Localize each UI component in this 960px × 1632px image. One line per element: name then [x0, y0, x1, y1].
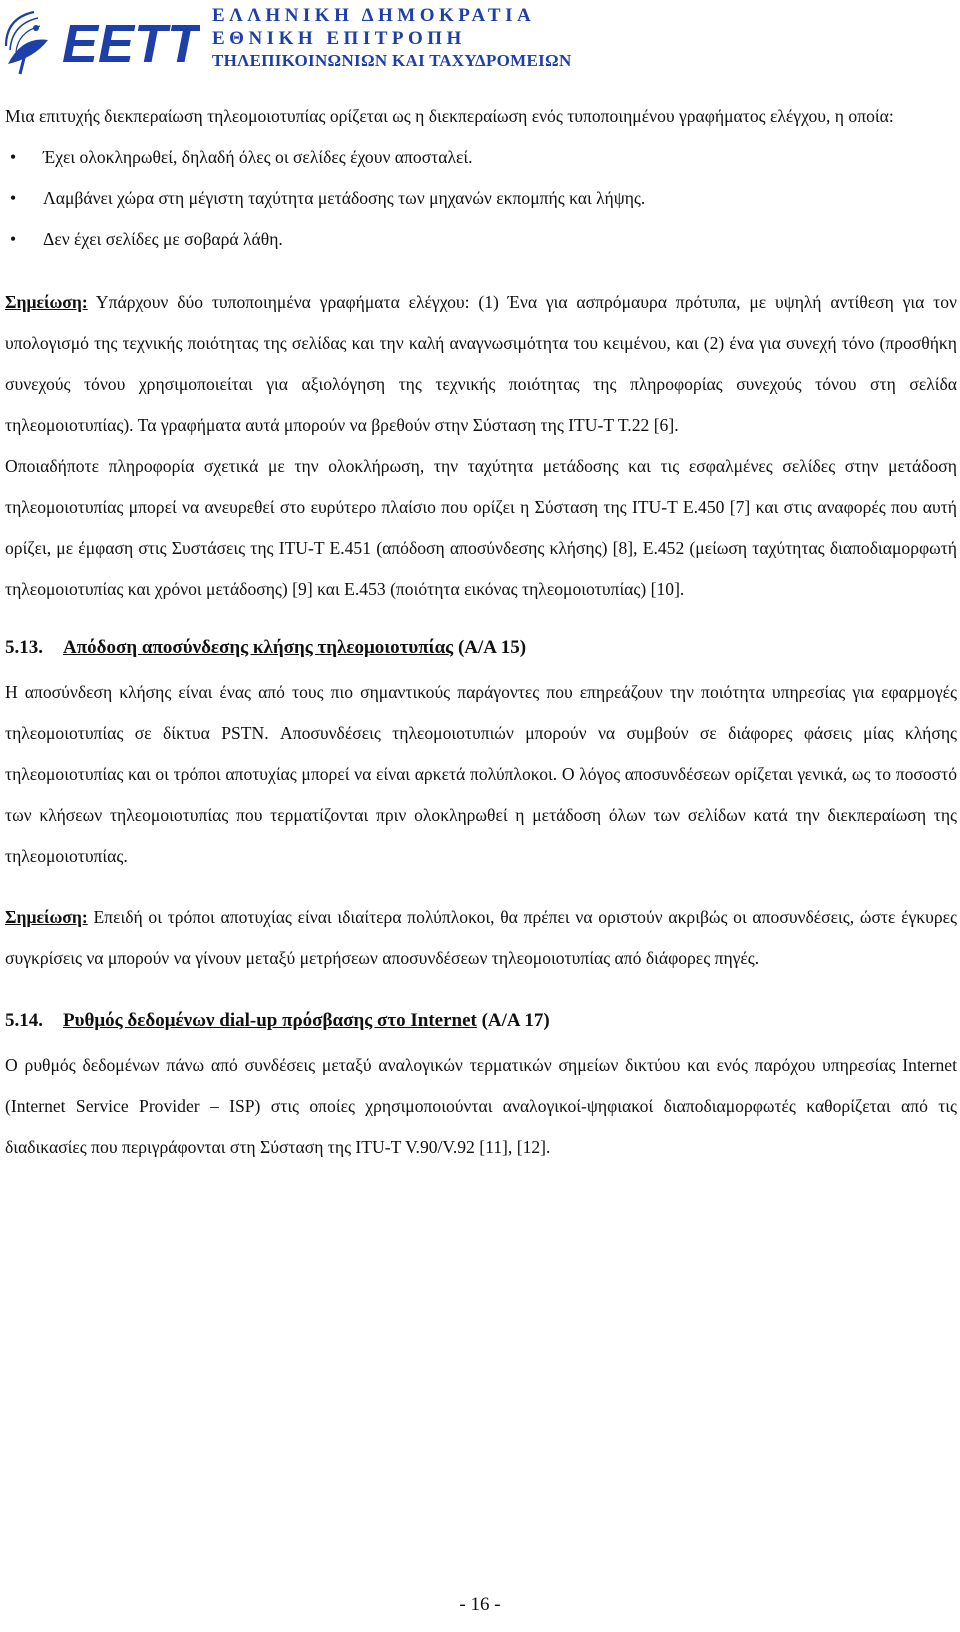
intro-paragraph: Μια επιτυχής διεκπεραίωση τηλεομοιοτυπίας ορίζεται ως η διεκπεραίωση ενός τυποποιημένου γραφήματος ελέγχου, η οποία: [5, 106, 894, 126]
section-heading: 5.13. Απόδοση αποσύνδεσης κλήσης τηλεομοιοτυπίας (Α/Α 15) [5, 637, 527, 658]
note-paragraph: Σημείωση: Επειδή οι τρόποι αποτυχίας είναι ιδιαίτερα πολύπλοκοι, θα πρέπει να οριστούν ακριβώς οι αποσυνδέσεις, ώστε έγκυρες συγκρίσεις να μπορούν να γίνουν μεταξύ μετρήσεων αποσυνδέσεων τηλεομοιοτυπίας από διάφορες πηγές. [5, 907, 957, 968]
section-heading: 5.14. Ρυθμός δεδομένων dial-up πρόσβασης στο Internet (Α/Α 17) [5, 1010, 550, 1031]
satellite-dish-icon [6, 12, 48, 74]
note-label: Σημείωση: [5, 292, 88, 312]
bullet-icon: • [10, 229, 17, 249]
note-label: Σημείωση: [5, 907, 88, 927]
section-paragraph: Ο ρυθμός δεδομένων πάνω από συνδέσεις μεταξύ αναλογικών τερματικών σημείων δικτύου και ενός παρόχου υπηρεσίας Internet (Internet Service Provider – ISP) στις οποίες χρησιμοποιούνται αναλογικοί-ψηφιακοί διαποδιαμορφωτές καθορίζεται από τις διαδικασίες που περιγράφονται στη Σύσταση της ITU-T V.90/V.92 [11], [12]. [5, 1055, 957, 1157]
org-line-3: ΤΗΛΕΠΙΚΟΙΝΩΝΙΩΝ ΚΑΙ ΤΑΧΥΔΡΟΜΕΙΩΝ [212, 51, 572, 70]
org-line-2: ΕΘΝΙΚΗ ΕΠΙΤΡΟΠΗ [212, 28, 466, 49]
eett-logo [0, 0, 200, 78]
body-paragraph: Οποιαδήποτε πληροφορία σχετικά με την ολοκλήρωση, την ταχύτητα μετάδοσης και τις εσφαλμένες σελίδες στην μετάδοση τηλεομοιοτυπίας μπορεί να ανευρεθεί στο ευρύτερο πλαίσιο που ορίζει η Σύσταση της ITU-T E.450 [7] και στις αναφορές που αυτή ορίζει, με έμφαση στις Συστάσεις της ITU-T E.451 (απόδοση αποσύνδεσης κλήσης) [8], E.452 (μείωση ταχύτητας διαποδιαμορφωτή τηλεομοιοτυπίας και χρόνοι μετάδοσης) [9] και E.453 (ποιότητα εικόνας τηλεομοιοτυπίας) [10]. [5, 456, 957, 599]
bullet-item: • Έχει ολοκληρωθεί, δηλαδή όλες οι σελίδες έχουν αποσταλεί. [5, 137, 957, 178]
org-line-1: ΕΛΛΗΝΙΚΗ ΔΗΜΟΚΡΑΤΙΑ [212, 5, 536, 26]
organization-name [212, 4, 572, 72]
bullet-icon: • [10, 188, 17, 208]
bullet-item: • Λαμβάνει χώρα στη μέγιστη ταχύτητα μετάδοσης των μηχανών εκπομπής και λήψης. [5, 178, 957, 219]
bullet-item: • Δεν έχει σελίδες με σοβαρά λάθη. [5, 219, 957, 260]
page-number: - 16 - [459, 1594, 501, 1615]
document-body [5, 96, 957, 1168]
bullet-list [5, 137, 957, 260]
page-header [0, 0, 960, 78]
bullet-icon: • [10, 147, 17, 167]
note-paragraph: Σημείωση: Υπάρχουν δύο τυποποιημένα γραφήματα ελέγχου: (1) Ένα για ασπρόμαυρα πρότυπα, με υψηλή αντίθεση για τον υπολογισμό της τεχνικής ποιότητας της σελίδας και την καλή αναγνωσιμότητα του κειμένου, και (2) ένα για συνεχή τόνο (προσθήκη συνεχούς τόνου χρησιμοποιείται για αξιολόγηση της τεχνικής ποιότητας της πληροφορίας συνεχούς τόνου στη σελίδα τηλεομοιοτυπίας). Τα γραφήματα αυτά μπορούν να βρεθούν στην Σύσταση της ITU-T T.22 [6]. [5, 292, 957, 435]
section-paragraph: Η αποσύνδεση κλήσης είναι ένας από τους πιο σημαντικούς παράγοντες που επηρεάζουν την ποιότητα υπηρεσίας για εφαρμογές τηλεομοιοτυπίας σε δίκτυα PSTN. Αποσυνδέσεις τηλεομοιοτυπιών μπορούν να συμβούν σε διάφορες φάσεις μίας κλήσης τηλεομοιοτυπίας και οι τρόποι αποτυχίας μπορεί να είναι αρκετά πολύπλοκοι. Ο λόγος αποσυνδέσεων ορίζεται γενικά, ως το ποσοστό των κλήσεων τηλεομοιοτυπίας που τερματίζονται πριν ολοκληρωθεί η μετάδοση όλων των σελίδων κατά την διεκπεραίωση της τηλεομοιοτυπίας. [5, 682, 957, 866]
svg-text:ΕΕΤΤ: ΕΕΤΤ [62, 14, 200, 74]
